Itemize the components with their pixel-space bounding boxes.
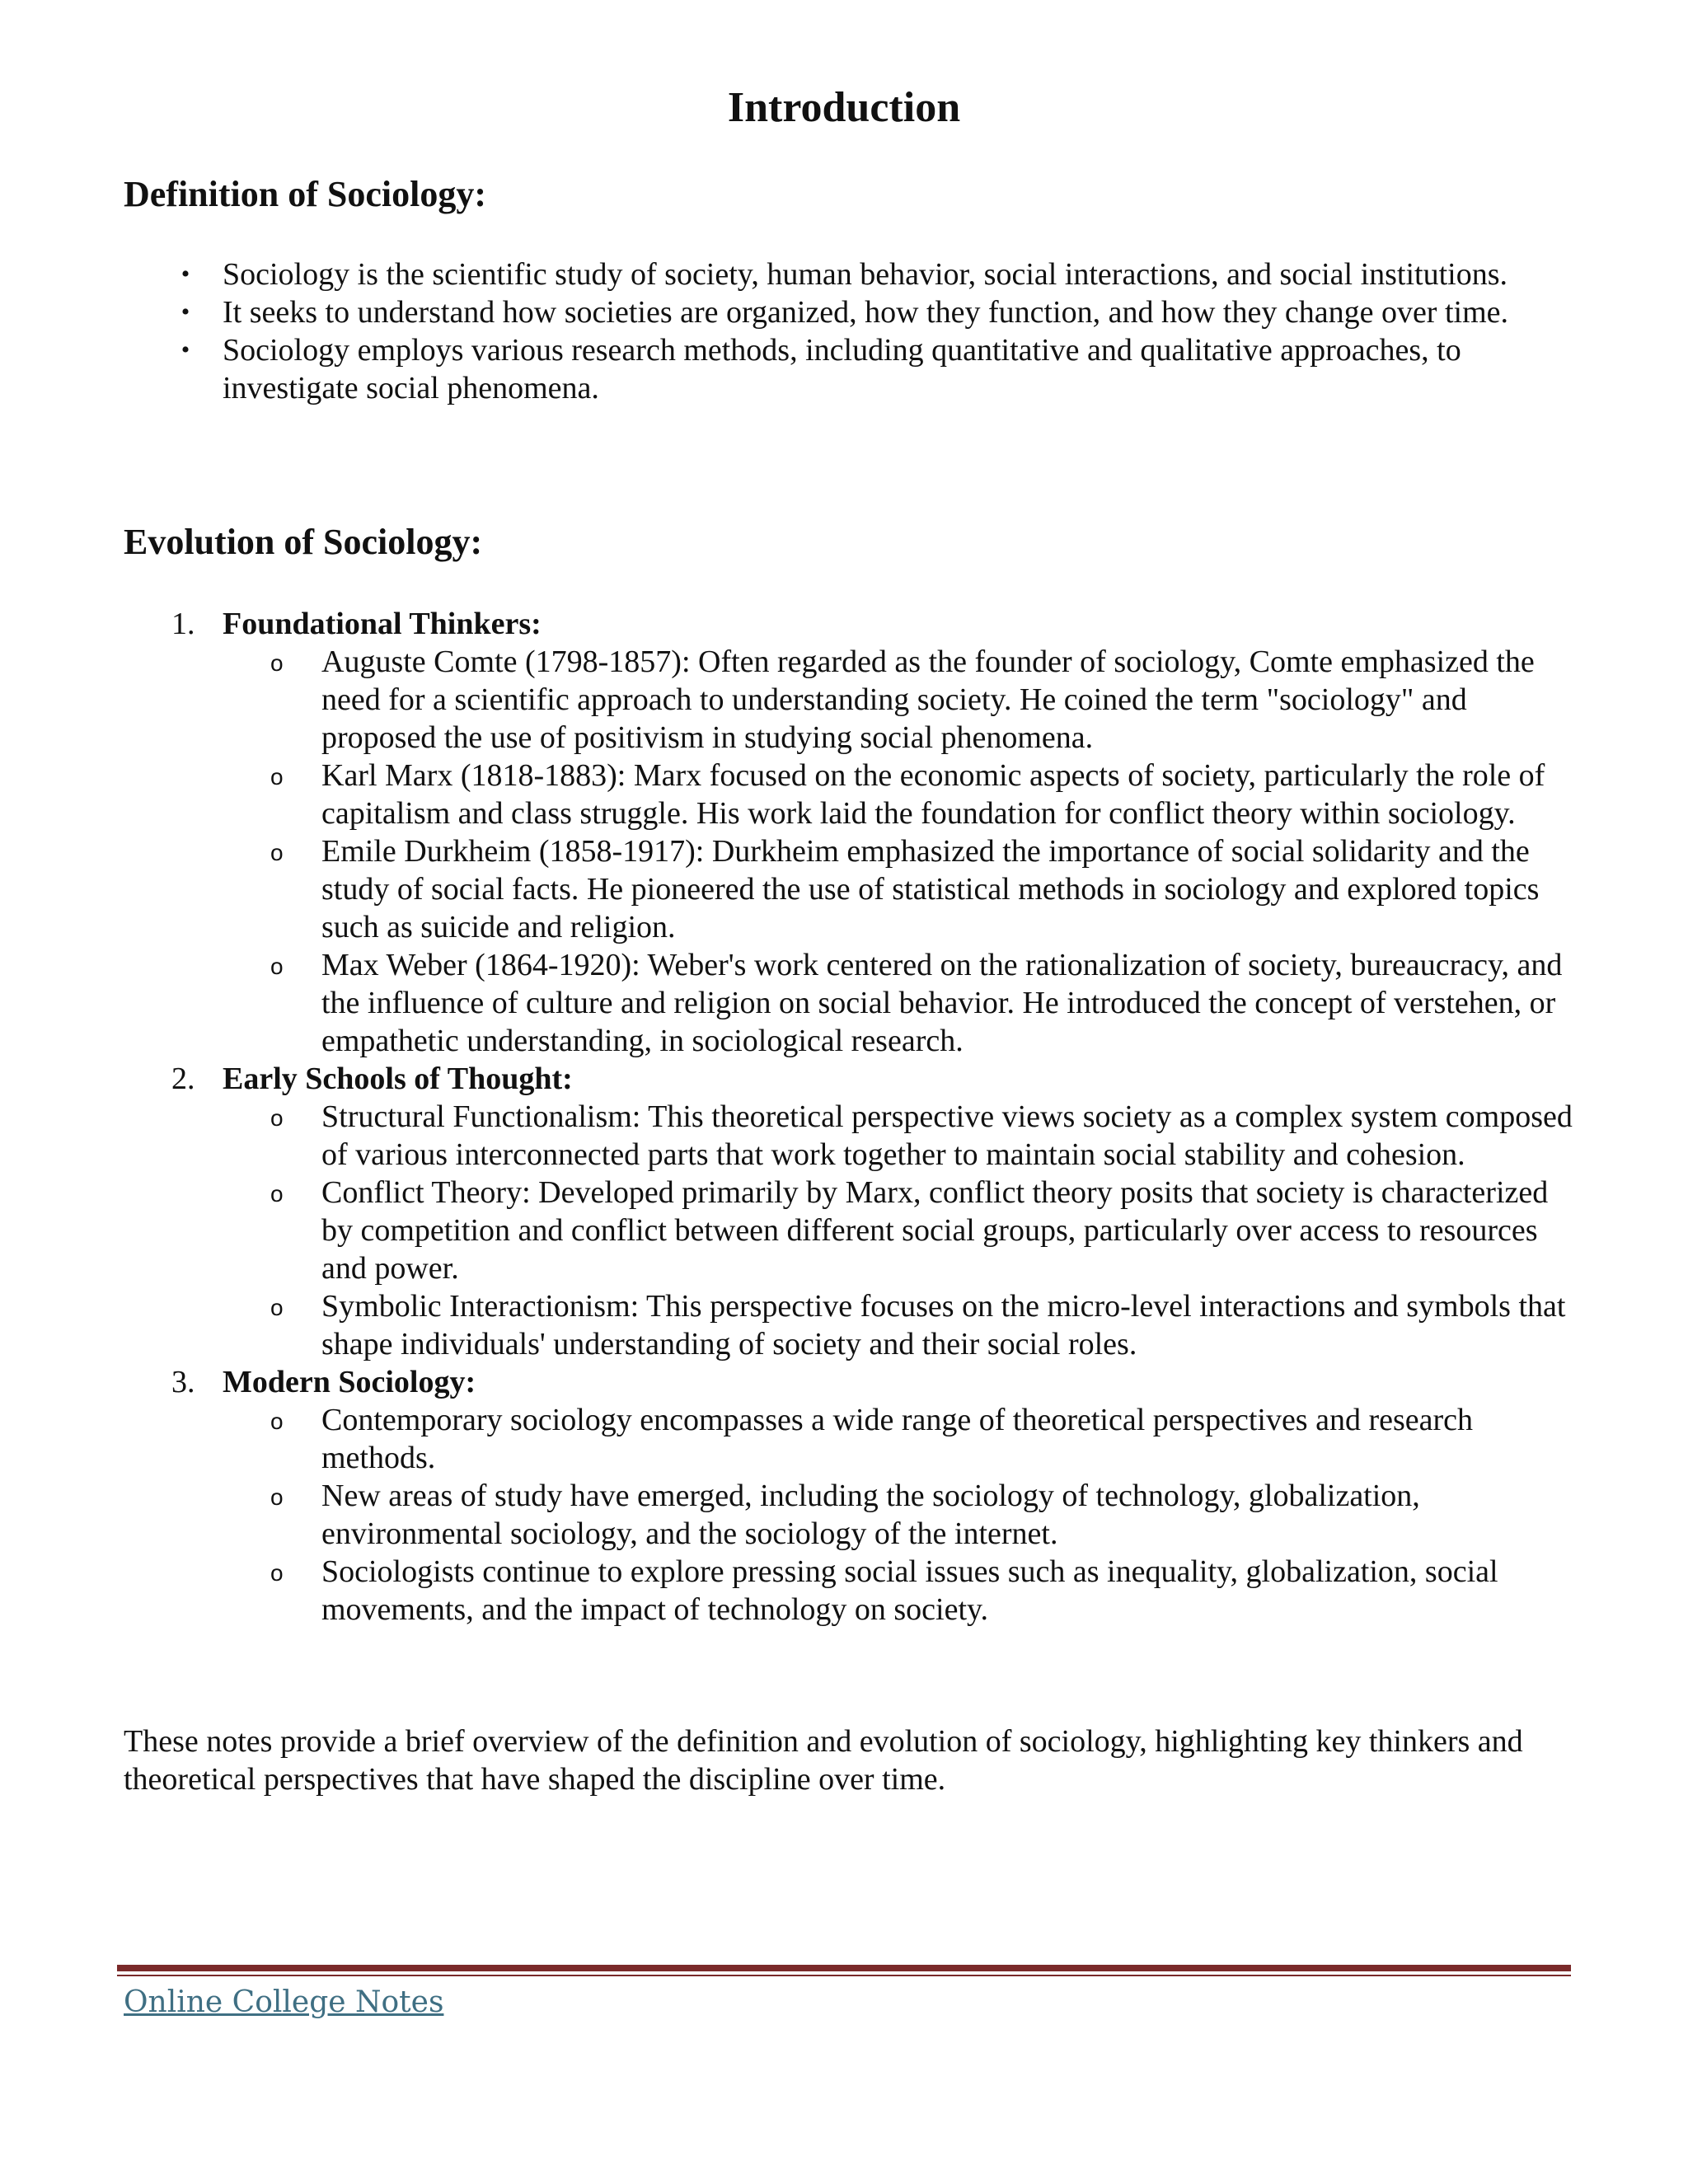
circle-bullet-icon: o [270,954,284,979]
circle-bullet-icon: o [270,1105,284,1131]
sub-list-item [223,1174,1574,1287]
list-item-heading: Foundational Thinkers: [223,607,542,641]
evolution-numbered-list [124,605,1574,1629]
evolution-item-foundational-thinkers [124,605,1574,1060]
definition-bullet [124,331,1508,407]
sub-list-item [223,1287,1574,1363]
circle-bullet-icon: o [270,1408,284,1434]
bullet-icon: • [181,298,190,326]
circle-bullet-icon: o [270,1560,284,1586]
footer-divider-thick [117,1965,1571,1971]
sub-item-text: Auguste Comte (1798-1857): Often regarded as the founder of sociology, Comte emphasized the need for a scientific approach to understanding society. He coined the term "sociology" and proposed the use of positivism in studying social phenomena. [321,644,1535,755]
list-number: 2. [171,1062,195,1096]
sub-list-item [223,643,1574,757]
sub-item-text: Karl Marx (1818-1883): Marx focused on the economic aspects of society, particularly the role of capitalism and class struggle. His work laid the foundation for conflict theory within sociology. [321,758,1545,831]
bullet-text: It seeks to understand how societies are organized, how they function, and how they change over time. [223,295,1509,330]
sub-item-text: Emile Durkheim (1858-1917): Durkheim emphasized the importance of social solidarity and the study of social facts. He pioneered the use of statistical methods in sociology and explored topics such as suicide and religion. [321,834,1540,944]
sub-item-text: Contemporary sociology encompasses a wide range of theoretical perspectives and research methods. [321,1403,1474,1475]
list-number: 3. [171,1365,195,1399]
list-item-heading: Modern Sociology: [223,1365,476,1399]
bullet-text: Sociology employs various research methods, including quantitative and qualitative approaches, to investigate social phenomena. [223,333,1461,405]
definition-heading: Definition of Sociology: [124,174,486,214]
definition-bullet [124,255,1508,293]
sub-item-text: Structural Functionalism: This theoretical perspective views society as a complex system composed of various interconnected parts that work together to maintain social stability and cohesion. [321,1099,1573,1172]
sub-list [223,1401,1574,1629]
list-item-heading: Early Schools of Thought: [223,1062,573,1096]
bullet-icon: • [181,260,190,288]
sub-item-text: Conflict Theory: Developed primarily by Marx, conflict theory posits that society is characterized by competition and conflict between different social groups, particularly over access to resources and power. [321,1175,1549,1286]
sub-item-text: Sociologists continue to explore pressing social issues such as inequality, globalization, social movements, and the impact of technology on society. [321,1554,1498,1627]
sub-list-item [223,1477,1574,1553]
circle-bullet-icon: o [270,840,284,865]
sub-list [223,1098,1574,1363]
bullet-text: Sociology is the scientific study of society, human behavior, social interactions, and social institutions. [223,257,1508,292]
sub-list-item [223,757,1574,832]
evolution-item-modern-sociology [124,1363,1574,1629]
circle-bullet-icon: o [270,1295,284,1320]
sub-item-text: Max Weber (1864-1920): Weber's work centered on the rationalization of society, bureaucracy, and the influence of culture and religion on social behavior. He introduced the concept of verstehen, or empathetic understanding, in sociological research. [321,948,1563,1058]
definition-bullet [124,293,1508,331]
sub-list-item [223,1401,1574,1477]
circle-bullet-icon: o [270,1484,284,1510]
definition-bullet-list [124,255,1566,407]
evolution-item-early-schools [124,1060,1574,1363]
footer-divider-thin [117,1975,1571,1976]
sub-list [223,643,1574,1060]
sub-item-text: Symbolic Interactionism: This perspective focuses on the micro-level interactions and symbols that shape individuals' understanding of society and their social roles. [321,1289,1566,1361]
sub-list-item [223,1098,1574,1174]
sub-list-item [223,832,1574,946]
list-number: 1. [171,607,195,641]
bullet-icon: • [181,336,190,363]
circle-bullet-icon: o [270,650,284,676]
sub-list-item [223,946,1574,1060]
sub-list-item [223,1553,1574,1629]
closing-paragraph: These notes provide a brief overview of the definition and evolution of sociology, highlighting key thinkers and theoretical perspectives that have shaped the discipline over time. [124,1724,1523,1797]
footer-link[interactable]: Online College Notes [124,1985,444,2019]
circle-bullet-icon: o [270,1181,284,1207]
page-title: Introduction [727,84,961,131]
sub-item-text: New areas of study have emerged, including the sociology of technology, globalization, environmental sociology, and the sociology of the internet. [321,1479,1420,1551]
evolution-heading: Evolution of Sociology: [124,522,483,562]
circle-bullet-icon: o [270,764,284,790]
